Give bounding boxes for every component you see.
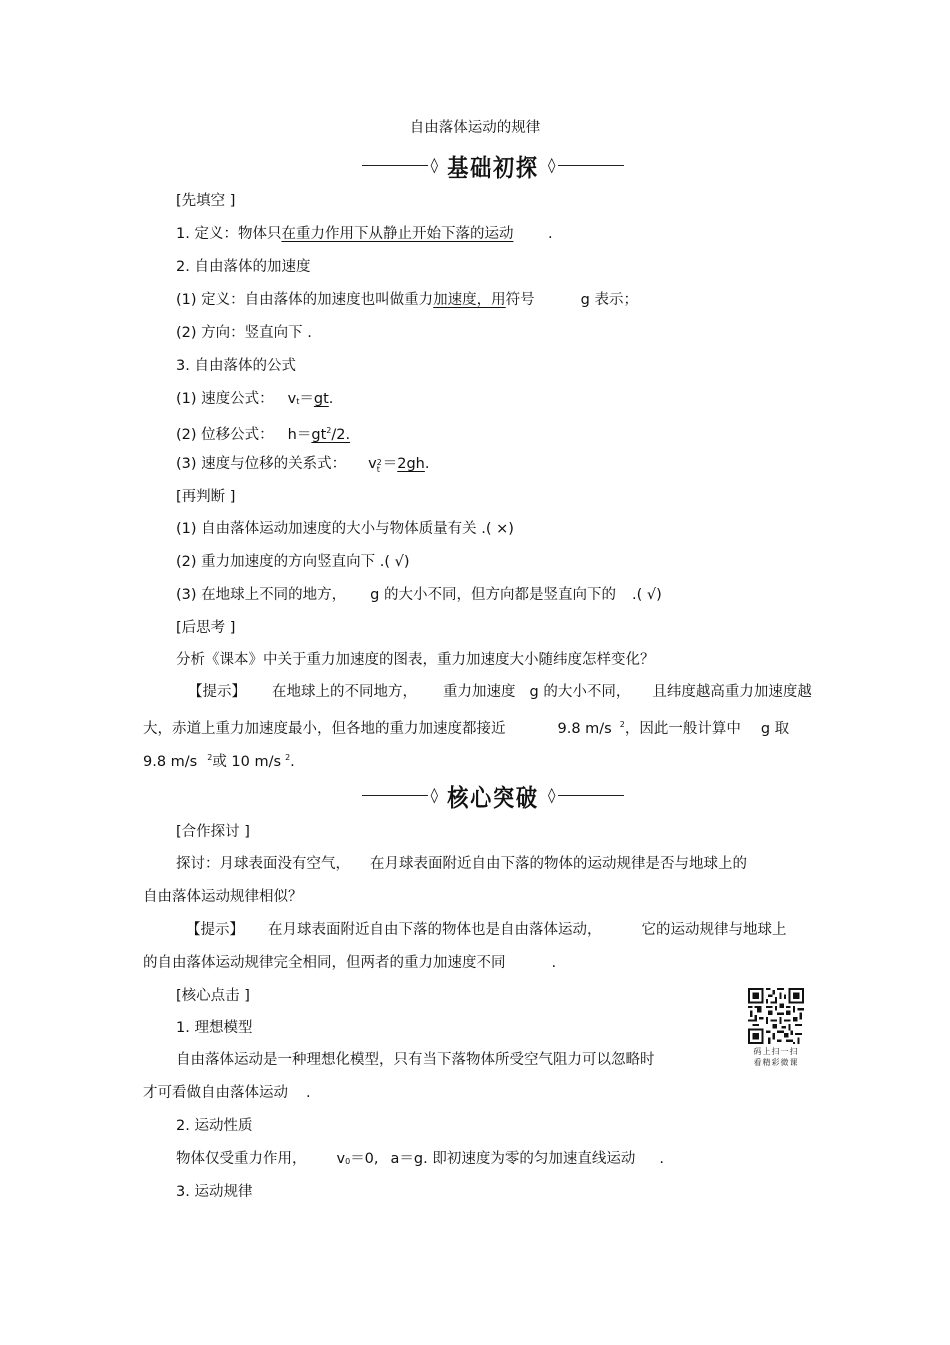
- text: g 表示；: [580, 292, 638, 308]
- discuss-hint-line-2: [143, 953, 556, 973]
- core-item-1-text-b: [143, 1083, 311, 1103]
- text: .( √): [631, 587, 662, 603]
- subscript: 0: [345, 1157, 351, 1166]
- answer: [311, 427, 350, 443]
- formula-velocity: [176, 389, 333, 412]
- text: v: [287, 391, 297, 407]
- formula-velocity-displacement: [176, 454, 429, 474]
- text: .: [328, 391, 334, 407]
- section-head-judge: [再判断 ]: [176, 489, 236, 505]
- discuss-line-2: 自由落体运动规律相似？: [143, 889, 303, 905]
- section-head-discuss: [合作探讨 ]: [176, 824, 250, 840]
- discuss-line-1: [176, 854, 747, 874]
- section-head-core-points: [核心点击 ]: [176, 988, 250, 1004]
- diamond-icon: ◊: [548, 156, 556, 174]
- think-hint-line-1: [188, 682, 812, 702]
- text: 符号: [505, 292, 535, 308]
- text: .: [424, 456, 430, 472]
- diamond-icon: ◊: [548, 786, 556, 804]
- item-acceleration-head: 2. 自由落体的加速度: [176, 259, 311, 275]
- banner-title: 基础初探: [447, 153, 539, 182]
- text: gt: [311, 427, 327, 443]
- text: 或 10 m/s: [212, 754, 282, 770]
- text: ＝: [299, 391, 314, 407]
- answer: 在重力作用下从静止开始下落的运动: [281, 226, 514, 242]
- superscript: 2: [619, 720, 625, 729]
- superscript: 2: [207, 753, 213, 762]
- hint-label: 【提示】: [188, 684, 246, 700]
- text: (1) 速度公式：: [176, 391, 274, 407]
- text: 1. 定义：物体只: [176, 226, 282, 242]
- text: 在月球表面附近自由下落的物体也是自由落体运动，: [268, 922, 602, 938]
- core-item-2-text: [176, 1149, 664, 1172]
- banner-title: 核心突破: [447, 783, 539, 812]
- section-banner-core: [362, 777, 624, 813]
- discuss-hint-line-1: [186, 920, 787, 940]
- page-title: 自由落体运动的规律: [409, 120, 541, 136]
- section-head-think: [后思考 ]: [176, 620, 236, 636]
- formula-displacement: [176, 421, 350, 445]
- text: /2.: [331, 427, 351, 443]
- text: ，因此一般计算中: [624, 721, 741, 737]
- text: 且纬度越高重力加速度越: [652, 684, 812, 700]
- answer: 2gh: [397, 456, 425, 472]
- item-definition: [176, 224, 553, 244]
- banner-rule-left: [362, 165, 428, 166]
- text: .: [290, 754, 295, 770]
- text: 在地球上的不同地方，: [272, 684, 417, 700]
- text: 探讨：月球表面没有空气，: [176, 856, 350, 872]
- banner-rule-right: [558, 795, 624, 796]
- text: .: [659, 1151, 664, 1167]
- text: ＝0,: [350, 1151, 379, 1167]
- subscript: t: [376, 465, 380, 474]
- text: ＝: [382, 456, 398, 472]
- qr-code-icon[interactable]: [748, 988, 804, 1044]
- judge-item-1: (1) 自由落体运动加速度的大小与物体质量有关 .( ×): [176, 521, 514, 537]
- text: .: [543, 226, 553, 242]
- text: v: [368, 456, 377, 472]
- superscript: 2: [285, 753, 291, 762]
- superscript: 2: [326, 426, 332, 435]
- text: a＝g. 即初速度为零的匀加速直线运动: [390, 1151, 636, 1167]
- qr-caption: [742, 1046, 810, 1068]
- text: 重力加速度: [443, 684, 516, 700]
- text: (3) 速度与位移的关系式：: [176, 456, 347, 472]
- text: (3) 在地球上不同的地方，: [176, 587, 347, 603]
- text: 在月球表面附近自由下落的物体的运动规律是否与地球上的: [370, 856, 747, 872]
- text: h＝: [287, 427, 312, 443]
- section-banner-basics: [362, 147, 624, 183]
- subscript: t: [296, 397, 300, 406]
- think-hint-line-2: [143, 715, 789, 739]
- text: 的自由落体运动规律完全相同，但两者的重力加速度不同: [143, 955, 506, 971]
- core-item-3: 3. 运动规律: [176, 1184, 253, 1200]
- text: g 取: [760, 721, 790, 737]
- hint-label: 【提示】: [186, 922, 244, 938]
- text: .: [551, 955, 557, 971]
- banner-rule-right: [558, 165, 624, 166]
- item-formulas-head: 3. 自由落体的公式: [176, 358, 296, 374]
- diamond-icon: ◊: [430, 156, 438, 174]
- text: 9.8 m/s: [557, 721, 612, 737]
- text: 9.8 m/s: [143, 754, 198, 770]
- text: .: [306, 1085, 311, 1101]
- item-acceleration-definition: [176, 290, 638, 310]
- core-item-2: 2. 运动性质: [176, 1118, 253, 1134]
- text: 大，赤道上重力加速度最小，但各地的重力加速度都接近: [143, 721, 506, 737]
- superscript: 2: [376, 458, 382, 467]
- banner-rule-left: [362, 795, 428, 796]
- diamond-icon: ◊: [430, 786, 438, 804]
- answer: gt: [313, 391, 329, 407]
- text: g 的大小不同，: [529, 684, 631, 700]
- text: 物体仅受重力作用，: [176, 1151, 307, 1167]
- qr-caption-line: 码上扫一扫: [753, 1047, 799, 1056]
- text: 才可看做自由落体运动: [143, 1085, 288, 1101]
- judge-item-2: (2) 重力加速度的方向竖直向下 .( √): [176, 554, 410, 570]
- text: (1) 定义：自由落体的加速度也叫做重力: [176, 292, 434, 308]
- core-item-1: 1. 理想模型: [176, 1020, 253, 1036]
- text: g 的大小不同，但方向都是竖直向下的: [370, 587, 616, 603]
- core-item-1-text-a: 自由落体运动是一种理想化模型，只有当下落物体所受空气阻力可以忽略时: [176, 1052, 655, 1068]
- think-question: 分析《课本》中关于重力加速度的图表，重力加速度大小随纬度怎样变化？: [176, 652, 655, 668]
- text: 它的运动规律与地球上: [641, 922, 787, 938]
- answer: 加速度，用: [433, 292, 506, 308]
- text: v: [336, 1151, 346, 1167]
- qr-caption-line: 看精彩微课: [753, 1058, 799, 1067]
- item-acceleration-direction: (2) 方向：竖直向下 .: [176, 325, 312, 341]
- judge-item-3: [176, 585, 662, 605]
- section-head-fill-blank: [先填空 ]: [176, 193, 236, 209]
- think-hint-line-3: [143, 748, 295, 772]
- text: (2) 位移公式：: [176, 427, 274, 443]
